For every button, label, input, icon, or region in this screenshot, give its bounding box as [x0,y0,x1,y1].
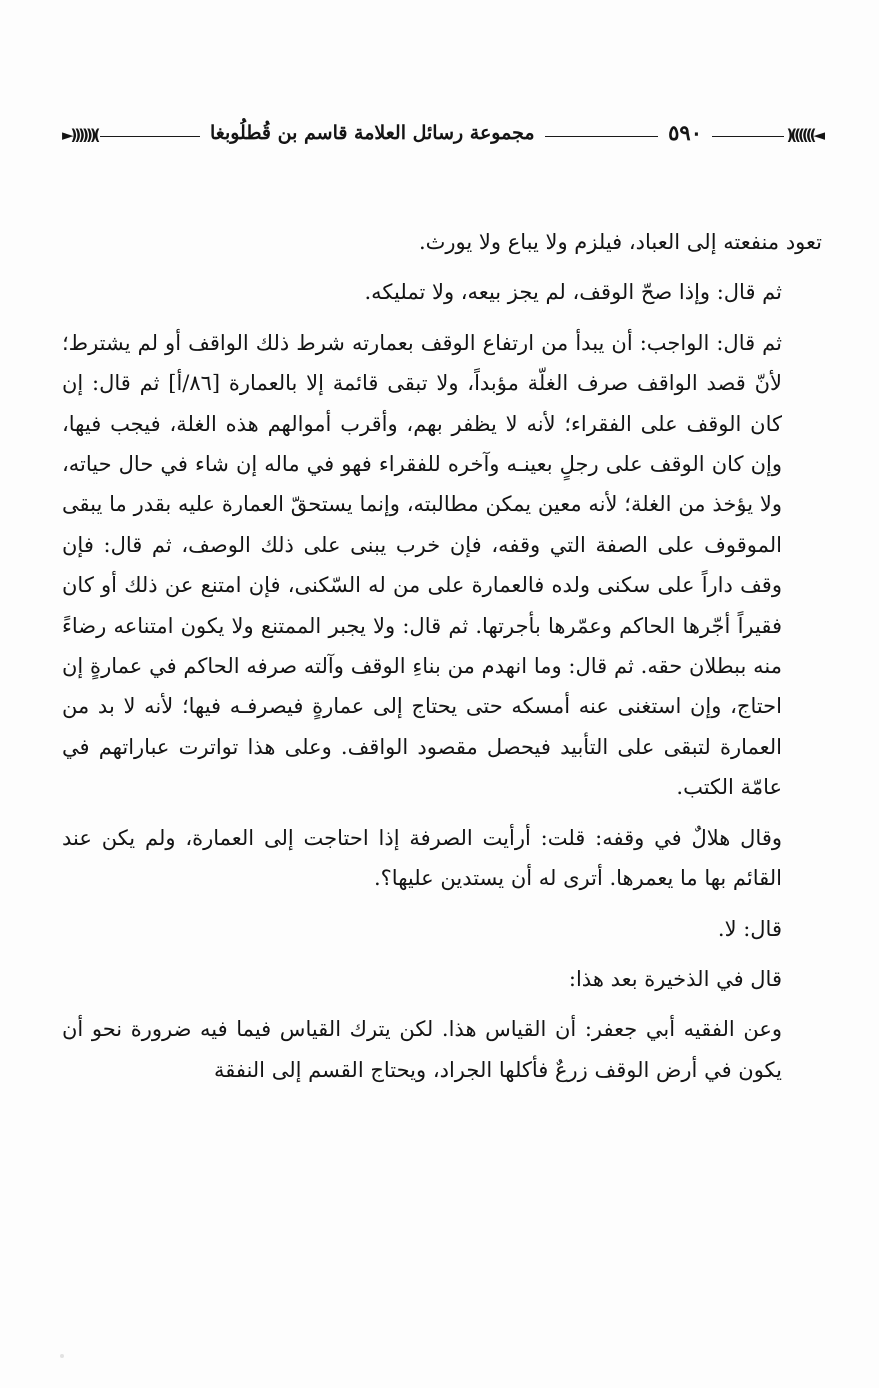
page-number: ٥٩٠ [658,116,712,150]
book-title: مجموعة رسائل العلامة قاسم بن قُطلُوبغا [200,116,545,150]
paragraph-answer: قال: لا. [717,916,782,941]
paragraph-abu-jafar: وعن الفقيه أبي جعفر: أن القياس هذا. لكن يترك القياس فيما فيه ضرورة نحو أن يكون في أرض الوقف زرعٌ فأكلها الجراد، ويحتاج القسم إلى النفقة [62,1017,782,1082]
body-text [62,222,822,1090]
running-header [60,110,824,150]
header-ornament-right-icon: ◄))))))( [786,126,822,144]
paragraph-hilal-quote: وقال هلالٌ في وقفه: قلت: أرأيت الصرفة إذا احتاجت إلى العمارة، ولم يكن عند القائم بها ما يعمرها. أترى له أن يستدين عليها؟. [62,825,782,891]
paragraph-dhakhira: قال في الذخيرة بعد هذا: [568,966,782,991]
paragraph-maintenance: ثم قال: الواجب: أن يبدأ من ارتفاع الوقف بعمارته شرط ذلك الواقف أو لم يشترط؛ لأنّ قصد الواقف صرف الغلّة مؤبداً، ولا تبقى قائمة إلا بالعمارة [٨٦/أ] ثم قال: إن كان الوقف على الفقراء؛ لأنه لا يظفر بهم، وأقرب أموالهم هذه الغلة، فيجب فيها، وإن كان الوقف على رجلٍ بعينـه وآخره للفقراء فهو في ماله إن شاء في حال حياته، ولا يؤخذ من الغلة؛ لأنه معين يمكن مطالبته، وإنما يستحقّ العمارة عليه بقدر ما يبقى الموقوف على الصفة التي وقفه، فإن خرب يبنى على ذلك الوصف، ثم قال: فإن وقف داراً على سكنى ولده فالعمارة على من له السّكنى، فإن امتنع عن ذلك أو كان فقيراً أجّرها الحاكم وعمّرها بأجرتها. ثم قال: ولا يجبر الممتنع ولا يكون امتناعه رضاءً منه ببطلان حقه. ثم قال: وما انهدم من بناءِ الوقف وآلته صرفه الحاكم في عمارةٍ إن احتاج، وإن استغنى عنه أمسكه حتى يحتاج إلى عمارةٍ فيصرفـه فيها؛ لأنه لا بد من العمارة لتبقى على التأبيد فيحصل مقصود الواقف. وعلى هذا تواترت عباراتهم في عامّة الكتب. [62,330,782,800]
header-ornament-left-icon: )((((((► [62,126,98,144]
paragraph-sale-ruling: ثم قال: وإذا صحّ الوقف، لم يجز بيعه، ولا تمليكه. [364,280,782,305]
page-speck [60,1354,64,1358]
paragraph-continuation: تعود منفعته إلى العباد، فيلزم ولا يباع ولا يورث. [418,230,822,254]
